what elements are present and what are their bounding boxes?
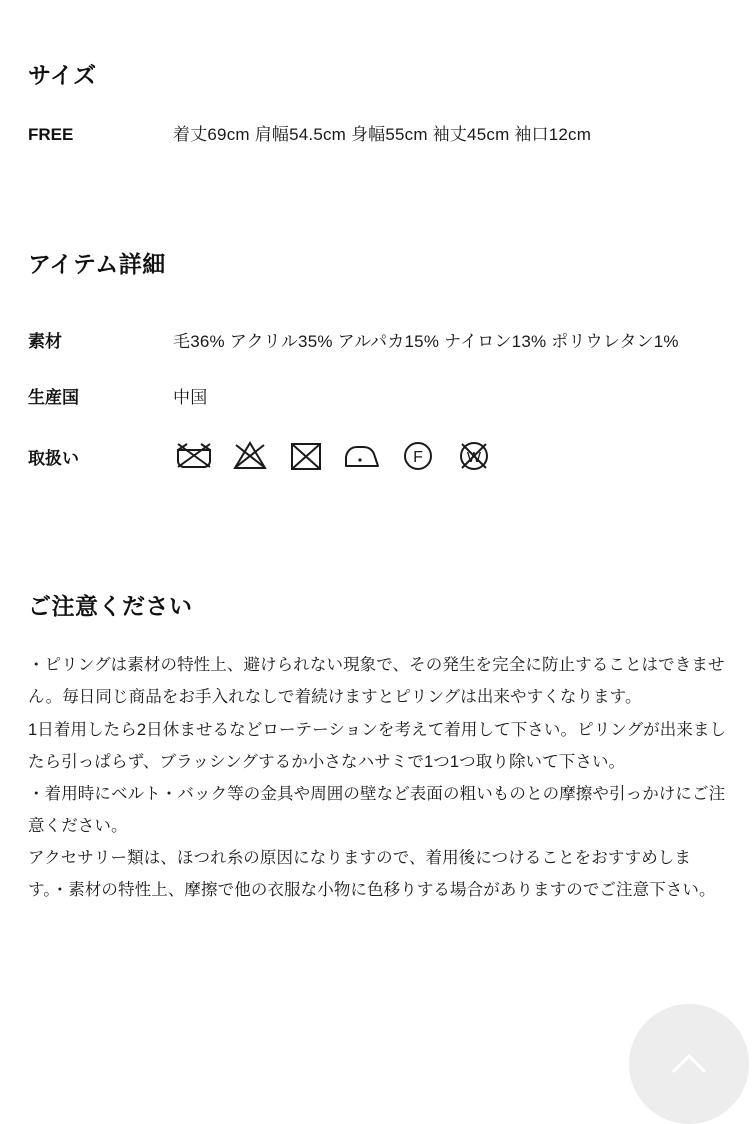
size-section-title: サイズ [28,62,97,89]
origin-row-label: 生産国 [28,387,79,407]
care-row [28,441,727,477]
caution-section-title: ご注意ください [28,593,193,620]
size-row-label: FREE [28,125,74,145]
caution-paragraph: 1日着用したら2日休ませるなどローテーションを考えて着用して下さい。ピリングが出来ましたら引っぱらず、ブラッシングするか小さなハサミで1つ1つ取り除いて下さい。 [28,720,727,771]
svg-text:W: W [466,449,482,467]
chevron-up-icon [667,1044,711,1088]
origin-row [28,385,727,411]
care-row-label: 取扱い [28,449,79,469]
care-icon-list [173,435,495,477]
size-section [28,0,727,148]
wet-clean-prohibited-icon [453,435,495,477]
size-row [28,122,727,148]
caution-paragraph: ・ピリングは素材の特性上、避けられない現象で、その発生を完全に防止することはできません。毎日同じ商品をお手入れなしで着続けますとピリングは出来やすくなります。 [28,656,725,707]
material-row-label: 素材 [28,331,62,351]
item-detail-section [28,148,727,477]
item-detail-section-title: アイテム詳細 [28,250,166,277]
caution-paragraph: ・着用時にベルト・バック等の金具や周囲の壁など表面の粗いものとの摩擦や引っかけにご注意ください。 [28,784,726,836]
wash-prohibited-icon [173,435,215,477]
svg-text:F: F [413,449,423,467]
material-row [28,329,727,355]
caution-body [28,649,727,906]
item-detail-rows [28,329,727,478]
origin-row-value: 中国 [173,387,208,407]
material-row-value: 毛36% アクリル35% アルパカ15% ナイロン13% ポリウレタン1% [173,331,679,351]
dry-clean-petroleum-icon [397,435,439,477]
page-up-button[interactable] [629,1004,749,1124]
caution-paragraph: アクセサリー類は、ほつれ糸の原因になりますので、着用後につけることをおすすめします。・素材の特性上、摩擦で他の衣服な小物に色移りする場合がありますのでご注意下さい。 [28,849,716,900]
iron-low-heat-icon [341,435,383,477]
caution-section [28,477,727,906]
bleach-prohibited-icon [229,435,271,477]
size-row-value: 着丈69cm 肩幅54.5cm 身幅55cm 袖丈45cm 袖口12cm [173,125,592,145]
tumble-dry-prohibited-icon [285,435,327,477]
